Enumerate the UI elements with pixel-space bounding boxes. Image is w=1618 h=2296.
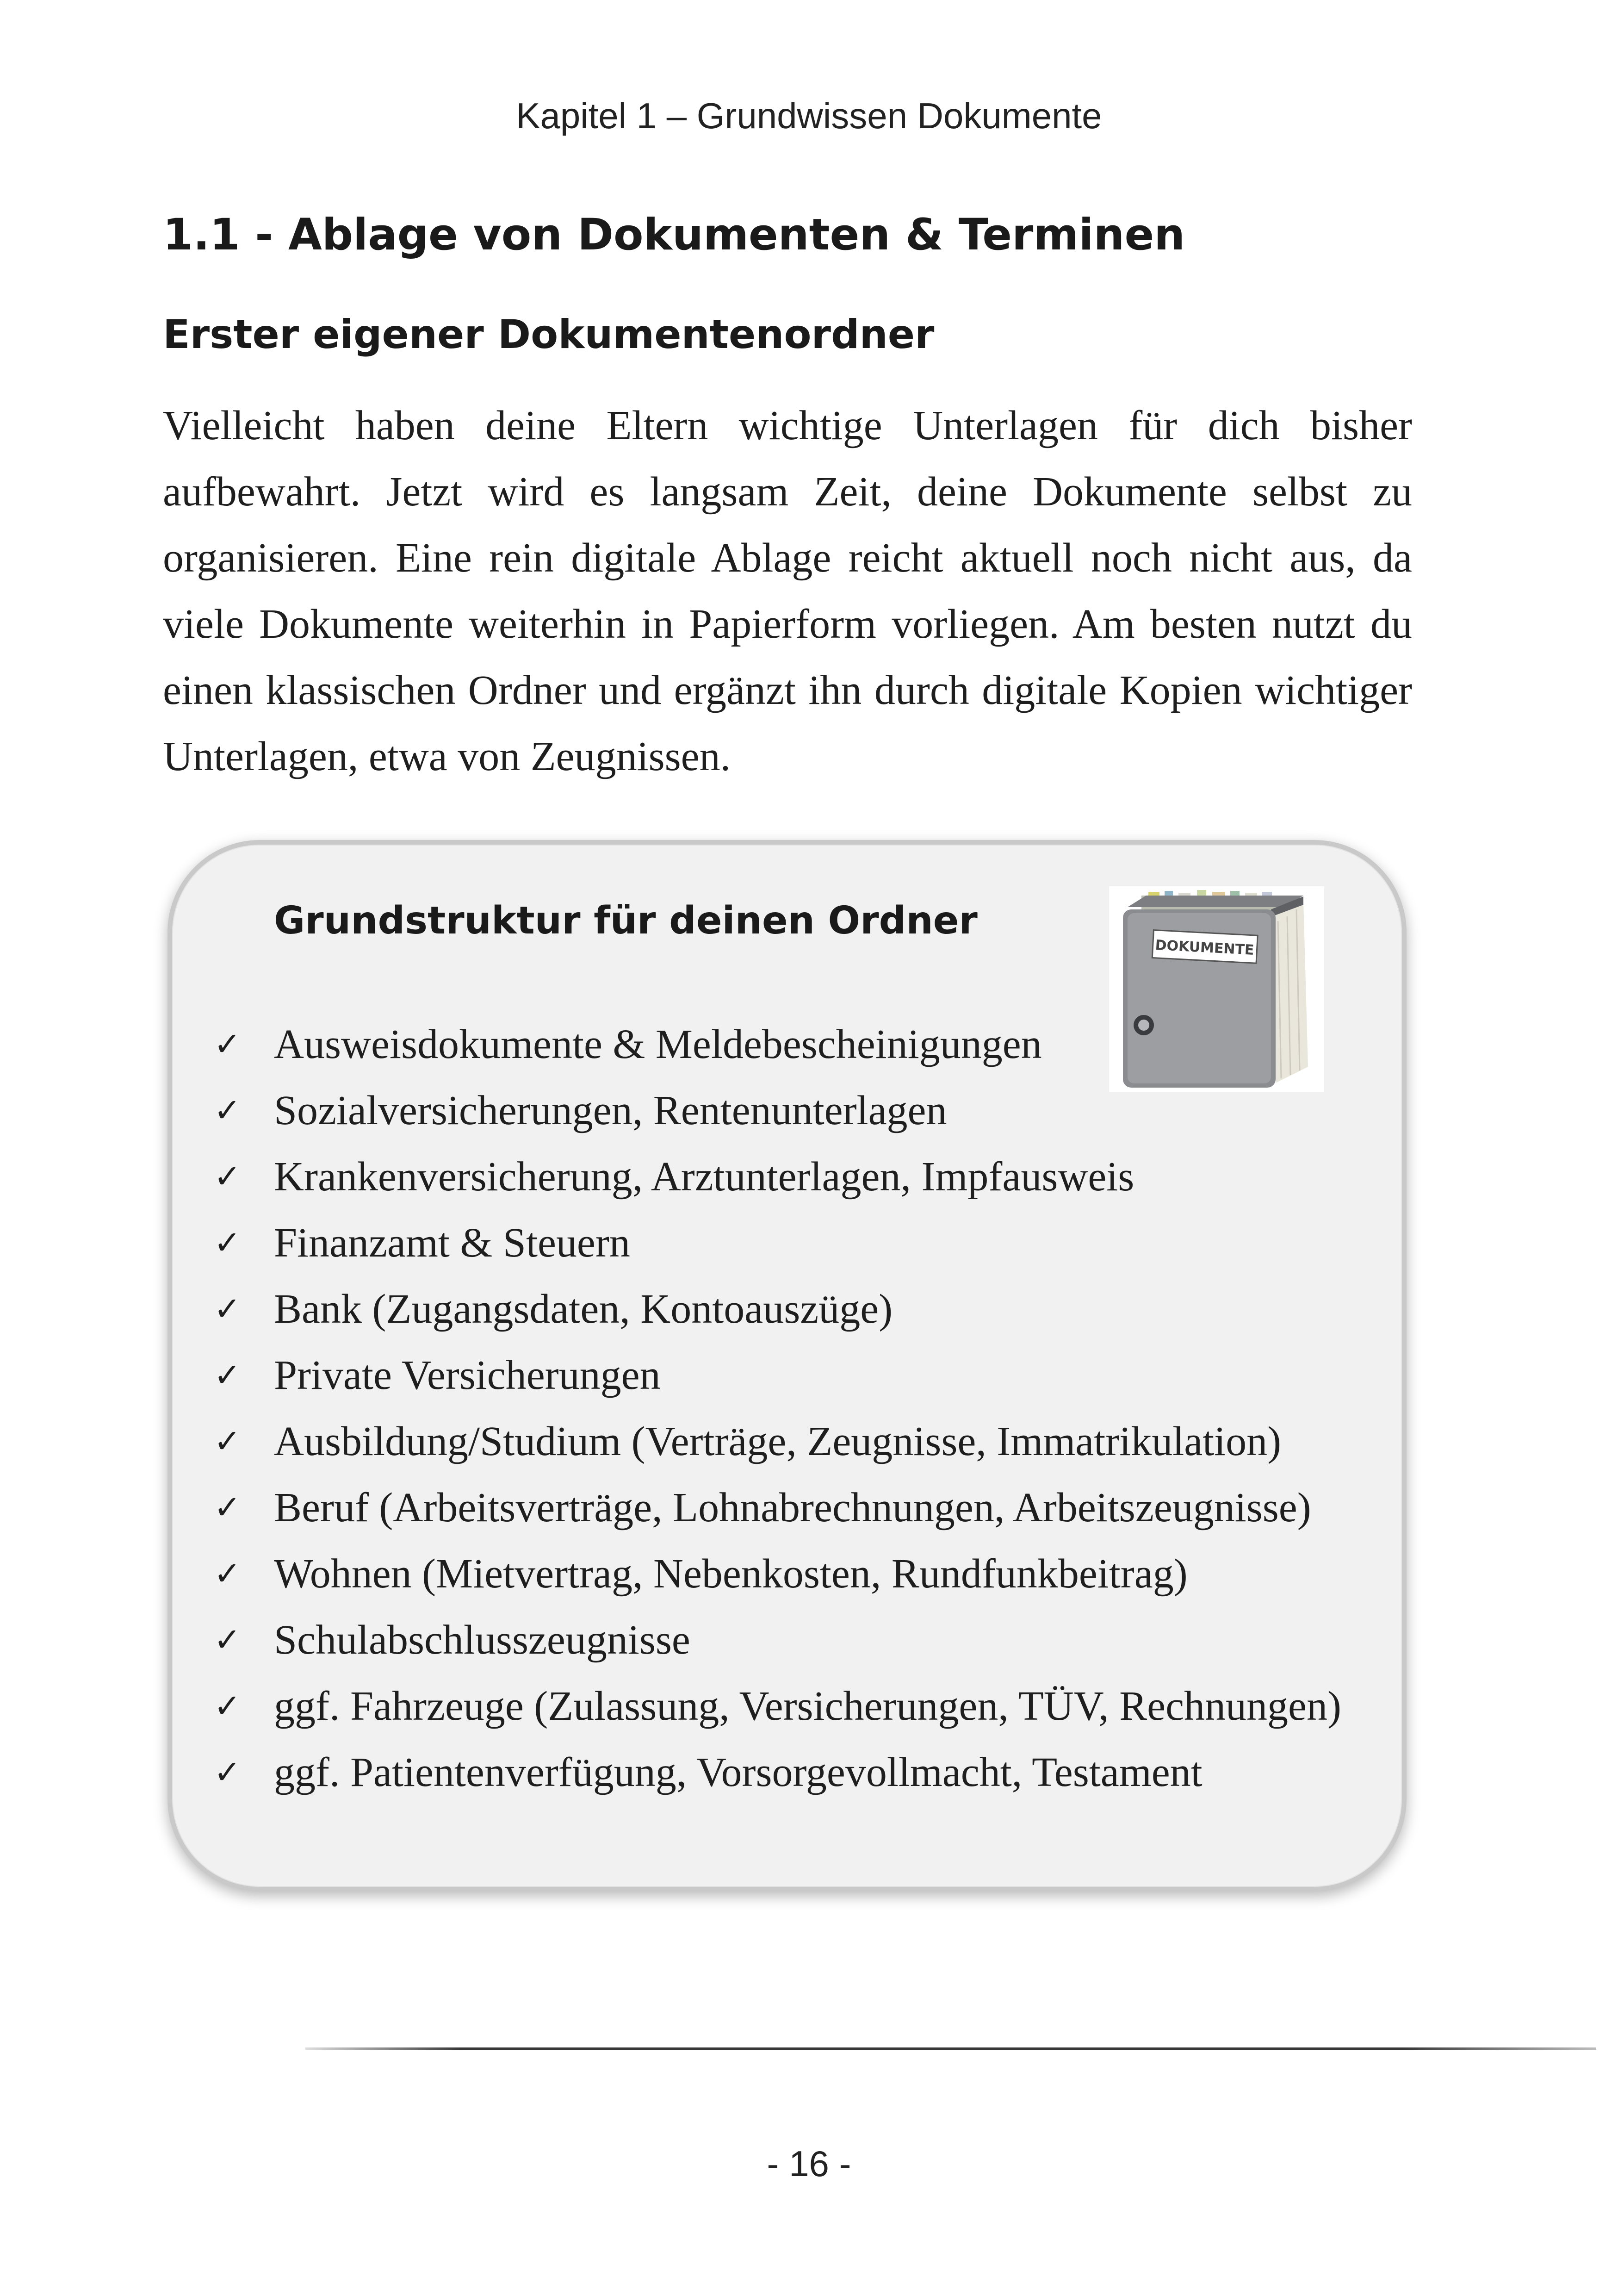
list-item-label: Ausweisdokumente & Meldebescheinigungen	[274, 1021, 1042, 1067]
check-icon: ✓	[214, 1356, 241, 1394]
list-item-label: Private Versicherungen	[274, 1352, 661, 1398]
checklist-box	[167, 840, 1407, 1892]
list-item	[214, 1541, 1341, 1607]
list-item	[214, 1408, 1341, 1475]
list-item-label: Bank (Zugangsdaten, Kontoauszüge)	[274, 1286, 893, 1332]
check-icon: ✓	[214, 1290, 241, 1328]
box-title: Grundstruktur für deinen Ordner	[274, 899, 978, 943]
check-icon: ✓	[214, 1025, 241, 1063]
check-icon: ✓	[214, 1488, 241, 1526]
list-item-label: ggf. Patientenverfügung, Vorsorgevollmacht, Testament	[274, 1749, 1203, 1795]
checklist	[214, 1011, 1341, 1805]
list-item	[214, 1276, 1341, 1342]
check-icon: ✓	[214, 1687, 241, 1725]
list-item	[214, 1011, 1341, 1077]
list-item-label: Krankenversicherung, Arztunterlagen, Impfausweis	[274, 1154, 1134, 1200]
intro-paragraph: Vielleicht haben deine Eltern wichtige Unterlagen für dich bisher aufbewahrt. Jetzt wird es langsam Zeit, deine Dokumente selbst zu organisieren. Eine rein digitale Ablage reicht aktuell noch nicht aus, da viele Dokumente weiterhin in Papierform vorliegen. Am besten nutzt du einen klassischen Ordner und ergänzt ihn durch digitale Kopien wichtiger Unterlagen, etwa von Zeugnissen.	[163, 403, 1412, 779]
subsection-title: Erster eigener Dokumentenordner	[163, 311, 935, 358]
list-item-label: Sozialversicherungen, Rentenunterlagen	[274, 1088, 947, 1133]
list-item	[214, 1475, 1341, 1541]
check-icon: ✓	[214, 1753, 241, 1791]
running-head: Kapitel 1 – Grundwissen Dokumente	[516, 95, 1102, 136]
list-item-label: Wohnen (Mietvertrag, Nebenkosten, Rundfunkbeitrag)	[274, 1551, 1188, 1597]
page-number: - 16 -	[767, 2143, 851, 2184]
check-icon: ✓	[214, 1422, 241, 1460]
check-icon: ✓	[214, 1621, 241, 1659]
check-icon: ✓	[214, 1091, 241, 1129]
list-item	[214, 1607, 1341, 1673]
list-item	[214, 1342, 1341, 1408]
section-title: 1.1 - Ablage von Dokumenten & Terminen	[163, 210, 1185, 260]
list-item-label: Ausbildung/Studium (Verträge, Zeugnisse, Immatrikulation)	[274, 1419, 1282, 1464]
list-item	[214, 1144, 1341, 1210]
check-icon: ✓	[214, 1157, 241, 1195]
list-item-label: Schulabschlusszeugnisse	[274, 1617, 690, 1663]
list-item	[214, 1673, 1341, 1739]
list-item	[214, 1210, 1341, 1276]
list-item	[214, 1077, 1341, 1144]
footer-divider	[305, 2047, 1596, 2051]
check-icon: ✓	[214, 1224, 241, 1262]
list-item-label: Beruf (Arbeitsverträge, Lohnabrechnungen, Arbeitszeugnisse)	[274, 1485, 1311, 1531]
folder-label: DOKUMENTE	[1154, 937, 1255, 958]
check-icon: ✓	[214, 1555, 241, 1593]
list-item-label: Finanzamt & Steuern	[274, 1220, 630, 1266]
list-item-label: ggf. Fahrzeuge (Zulassung, Versicherungen, TÜV, Rechnungen)	[274, 1683, 1341, 1729]
list-item	[214, 1739, 1341, 1805]
